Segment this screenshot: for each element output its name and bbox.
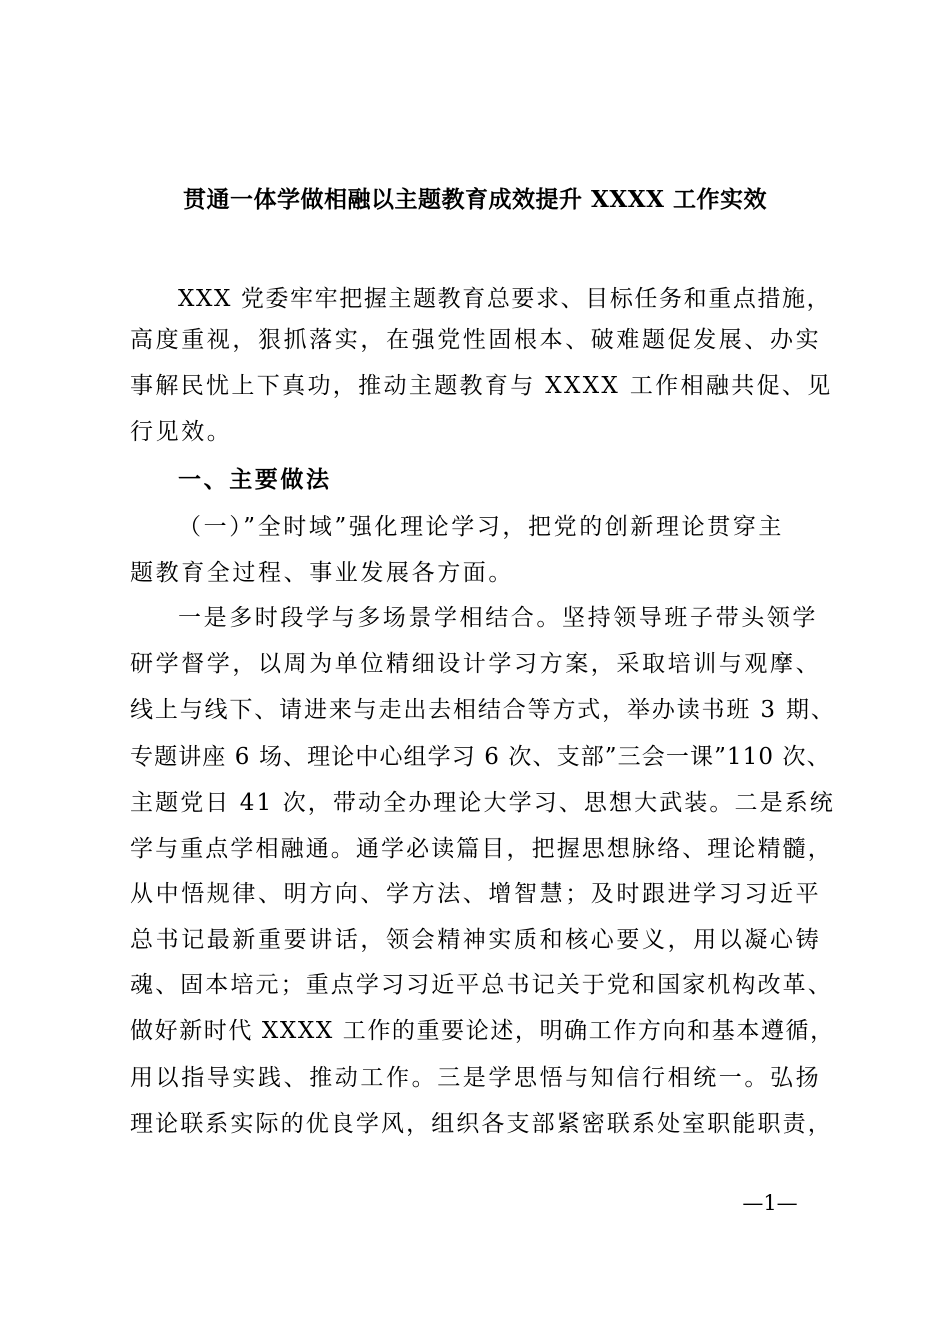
paragraph-line: 理论联系实际的优良学风，组织各支部紧密联系处室职能职责， (130, 1111, 833, 1137)
paragraph-line: 一是多时段学与多场景学相结合。坚持领导班子带头领学 (178, 605, 818, 631)
paragraph-line: 魂、固本培元；重点学习习近平总书记关于党和国家机构改革、 (130, 972, 833, 998)
paragraph-line: XXX 党委牢牢把握主题教育总要求、目标任务和重点措施， (178, 286, 832, 312)
paragraph-line: 行见效。 (130, 419, 233, 445)
paragraph-line: 总书记最新重要讲话，领会精神实质和核心要义，用以凝心铸 (130, 927, 822, 953)
page-number: —1— (742, 1191, 798, 1215)
paragraph-line: 从中悟规律、明方向、学方法、增智慧；及时跟进学习习近平 (130, 881, 822, 907)
paragraph-line: 主题党日 41 次，带动全办理论大学习、思想大武装。二是系统 (130, 790, 835, 816)
subsection-heading-line: （一）”全时域”强化理论学习，把党的创新理论贯穿主 (178, 514, 785, 540)
paragraph-line: 事解民忧上下真功，推动主题教育与 XXXX 工作相融共促、见 (130, 373, 833, 399)
subsection-heading-line: 题教育全过程、事业发展各方面。 (130, 560, 514, 586)
paragraph-line: 做好新时代 XXXX 工作的重要论述，明确工作方向和基本遵循， (130, 1018, 835, 1044)
paragraph-line: 用以指导实践、推动工作。三是学思悟与知信行相统一。弘扬 (130, 1065, 822, 1091)
section-heading: 一、主要做法 (178, 466, 332, 493)
paragraph-line: 专题讲座 6 场、理论中心组学习 6 次、支部”三会一课”110 次、 (130, 744, 831, 770)
paragraph-line: 学与重点学相融通。通学必读篇目，把握思想脉络、理论精髓， (130, 836, 833, 862)
paragraph-line: 高度重视，狠抓落实，在强党性固根本、破难题促发展、办实 (130, 327, 822, 353)
paragraph-line: 研学督学，以周为单位精细设计学习方案，采取培训与观摩、 (130, 651, 822, 677)
document-title: 贯通一体学做相融以主题教育成效提升 XXXX 工作实效 (183, 186, 767, 213)
paragraph-line: 线上与线下、请进来与走出去相结合等方式，举办读书班 3 期、 (130, 697, 836, 723)
